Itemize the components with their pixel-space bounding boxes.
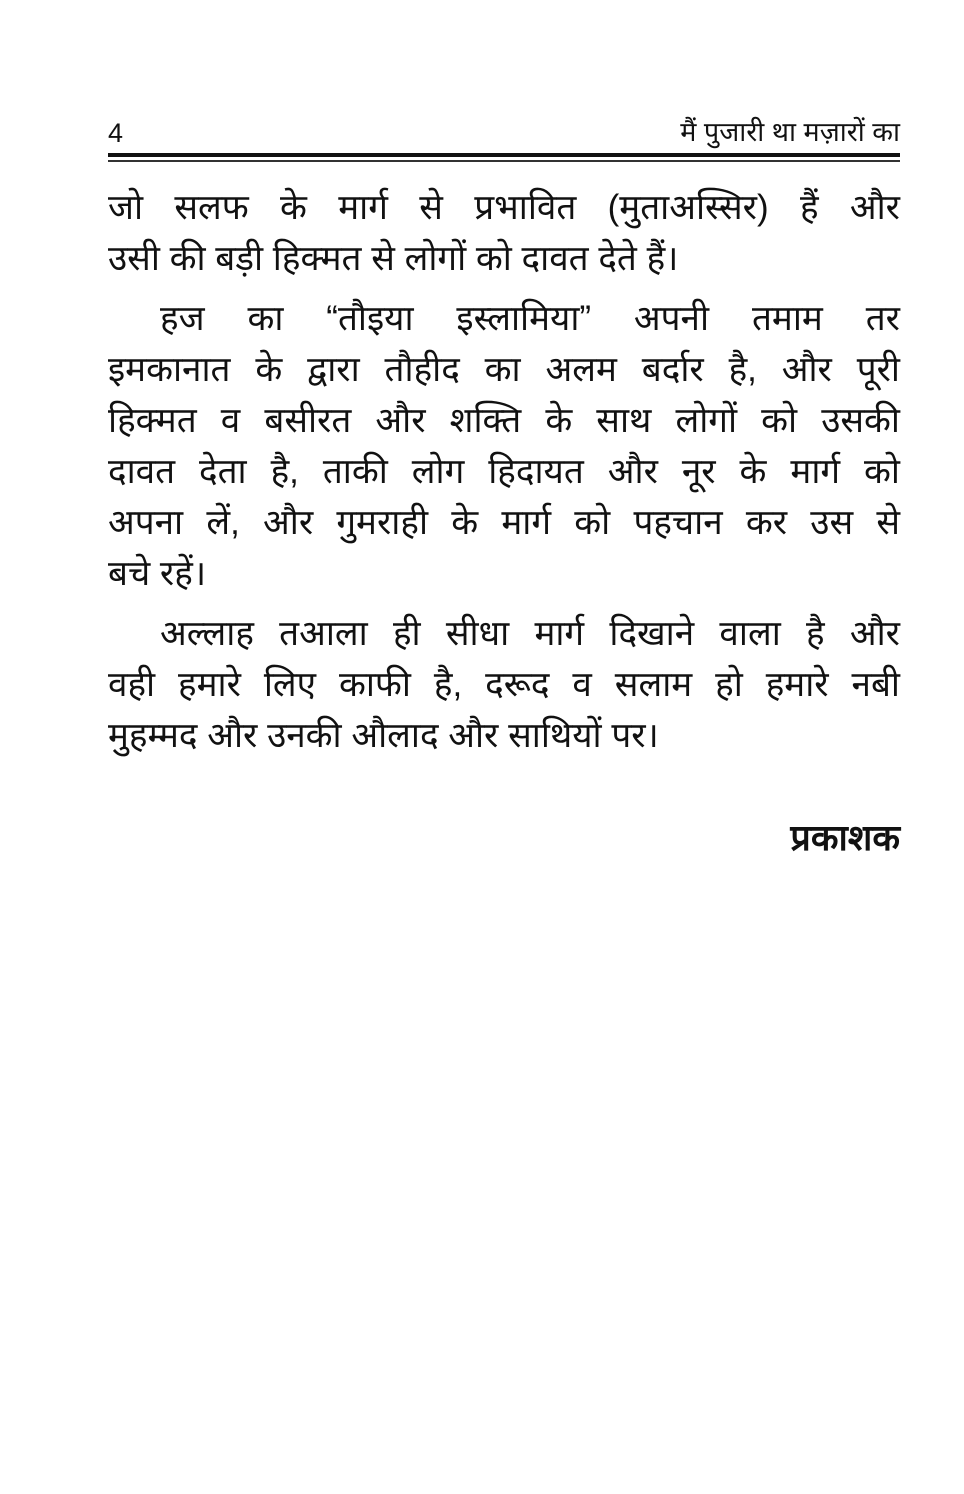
text-line: हिक्मत व बसीरत और शक्ति के साथ लोगों को उसकी — [108, 401, 900, 440]
paragraph-2 — [108, 293, 900, 599]
page-header — [108, 112, 900, 152]
header-rule-thin — [108, 160, 900, 162]
text-line: उसी की बड़ी हिक्मत से लोगों को दावत देते हैं। — [108, 239, 679, 278]
header-rule-thick — [108, 153, 900, 157]
paragraph-3 — [108, 608, 900, 761]
text-line: अल्लाह तआला ही सीधा मार्ग दिखाने वाला है और — [160, 614, 900, 653]
text-line: वही हमारे लिए काफी है, दरूद व सलाम हो हमारे नबी — [108, 665, 900, 704]
paragraph-1 — [108, 182, 900, 284]
page-body — [108, 182, 900, 761]
text-line: मुहम्मद और उनकी औलाद और साथियों पर। — [108, 716, 659, 755]
text-line: हज का “तौइया इस्लामिया” अपनी तमाम तर — [160, 299, 900, 338]
publisher-signature: प्रकाशक — [790, 817, 900, 858]
text-line: बचे रहें। — [108, 554, 207, 593]
running-title: मैं पुजारी था मज़ारों का — [680, 117, 900, 147]
text-line: अपना लें, और गुमराही के मार्ग को पहचान कर उस से — [108, 503, 900, 542]
page-number: 4 — [108, 118, 124, 148]
text-line: इमकानात के द्वारा तौहीद का अलम बर्दार है, और पूरी — [108, 350, 900, 389]
text-line: दावत देता है, ताकी लोग हिदायत और नूर के मार्ग को — [108, 452, 900, 491]
text-line: जो सलफ के मार्ग से प्रभावित (मुताअस्सिर) हैं और — [108, 188, 900, 227]
